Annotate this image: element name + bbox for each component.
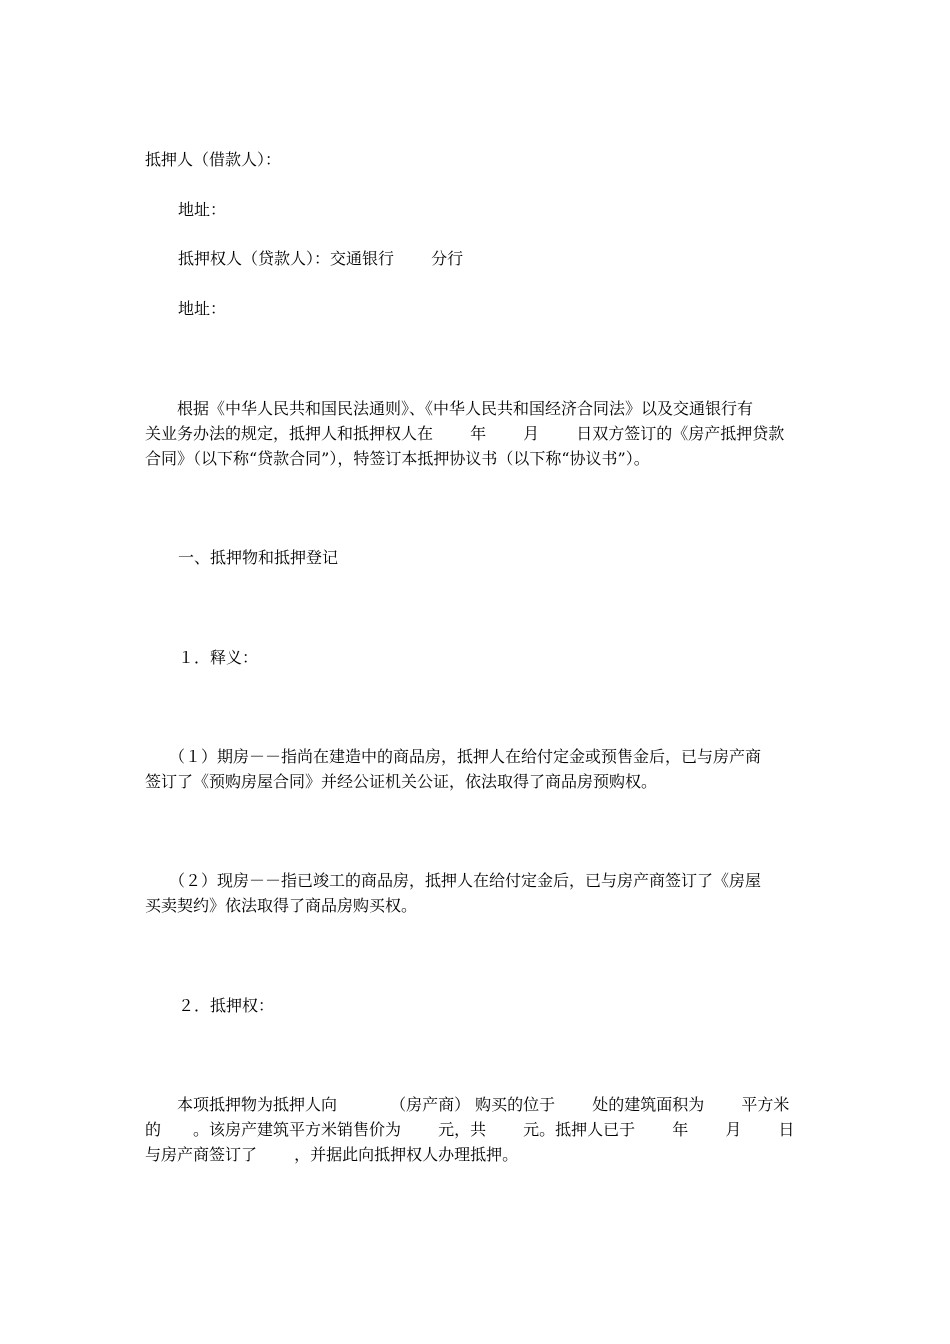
definition-1-line-2: 签订了《预购房屋合同》并经公证机关公证，依法取得了商品房预购权。: [145, 772, 658, 791]
mortgagor-label: 抵押人（借款人）：: [145, 150, 282, 169]
intro-line-1: 根据《中华人民共和国民法通则》、《中华人民共和国经济合同法》以及交通银行有: [145, 399, 754, 418]
intro-line-2: 关业务办法的规定，抵押人和抵押权人在 年 月 日双方签订的《房产抵押贷款: [145, 424, 785, 443]
definition-1-line-1: （１）期房－－指尚在建造中的商品房，抵押人在给付定金或预售金后，已与房产商: [145, 747, 762, 766]
section-1-heading: 一、抵押物和抵押登记: [178, 548, 339, 567]
intro-line-3: 合同》（以下称“贷款合同”），特签订本抵押协议书（以下称“协议书”）。: [145, 449, 650, 468]
mortgage-right-line-2: 的 。该房产建筑平方米销售价为 元，共 元。抵押人已于 年 月 日: [145, 1120, 795, 1139]
mortgage-right-line-3: 与房产商签订了 ，并据此向抵押权人办理抵押。: [145, 1145, 519, 1164]
mortgagor-address-label: 地址：: [178, 200, 227, 219]
mortgagee-address-label: 地址：: [178, 299, 227, 318]
mortgage-right-line-1: 本项抵押物为抵押人向 （房产商） 购买的位于 处的建筑面积为 平方米: [145, 1095, 790, 1114]
item-1-heading: １．释义：: [178, 648, 259, 667]
definition-2-line-2: 买卖契约》依法取得了商品房购买权。: [145, 896, 418, 915]
definition-2-line-1: （２）现房－－指已竣工的商品房，抵押人在给付定金后，已与房产商签订了《房屋: [145, 871, 762, 890]
item-2-heading: ２．抵押权：: [178, 996, 275, 1015]
mortgagee-label: 抵押权人（贷款人）：交通银行 分行: [178, 249, 464, 268]
